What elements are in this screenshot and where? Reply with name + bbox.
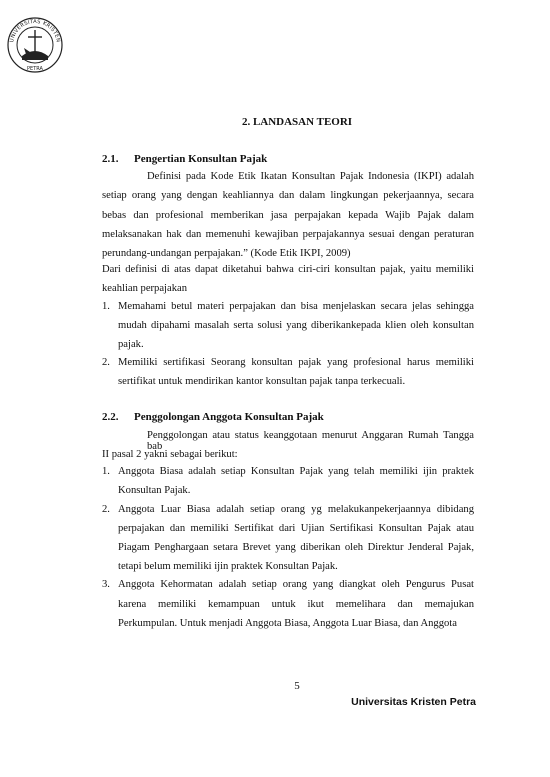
list-item-line: Anggota Luar Biasa adalah setiap orang yg melakukanpekerjaannya dibidang [118,504,474,515]
footer-institution: Universitas Kristen Petra [351,696,476,708]
list-item-line: Piagam Penghargaan setara Brevet yang diberikan oleh Direktur Jenderal Pajak, [118,542,474,553]
list-marker: 2. [102,357,110,368]
list-marker: 2. [102,504,110,515]
list-marker: 3. [102,579,110,590]
list-item-line: karena memiliki kemampuan untuk ikut memelihara dan memajukan [118,599,474,610]
body-line: Definisi pada Kode Etik Ikatan Konsultan Pajak Indonesia (IKPI) adalah [147,171,474,182]
body-line: keahlian perpajakan [102,283,187,294]
body-line: Penggolongan atau status keanggotaan menurut Anggaran Rumah Tangga bab [147,430,474,452]
list-item-line: Perkumpulan. Untuk menjadi Anggota Biasa, Anggota Luar Biasa, dan Anggota [118,618,457,629]
list-item-line: perpajakan dan memiliki Sertifikat dari Ujian Sertifikasi Konsultan Pajak atau [118,523,474,534]
body-line: melaksanakan hak dan memenuhi kewajiban perpajakannya sesuai dengan peraturan [102,229,474,240]
body-line: bebas dan profesional memberikan jasa perpajakan kepada Wajib Pajak dalam [102,210,474,221]
section-number: 2.1. [102,153,119,165]
university-seal-logo [6,16,64,74]
body-line: setiap orang yang dengan keahliannya dan dalam lingkungan pekerjaannya, secara [102,190,474,201]
list-marker: 1. [102,466,110,477]
list-item-line: sertifikat untuk mendirikan kantor konsultan pajak tanpa terkecuali. [118,376,406,387]
body-line: Dari definisi di atas dapat diketahui bahwa ciri-ciri konsultan pajak, yaitu memiliki [102,264,474,275]
body-line: perundang-undangan perpajakan.” (Kode Etik IKPI, 2009) [102,248,351,259]
body-line: II pasal 2 yakni sebagai berikut: [102,449,238,460]
page-number: 5 [294,680,300,692]
list-marker: 1. [102,301,110,312]
section-title: Penggolongan Anggota Konsultan Pajak [134,411,324,423]
section-heading [102,411,324,423]
list-item-line: Memiliki sertifikasi Seorang konsultan pajak yang profesional harus memiliki [118,357,474,368]
list-item-line: Konsultan Pajak. [118,485,191,496]
list-item-line: Memahami betul materi perpajakan dan bisa menjelaskan secara jelas sehingga [118,301,474,312]
list-item-line: mudah dipahami masalah serta solusi yang diberikankepada klien oleh konsultan [118,320,474,331]
section-heading [102,153,267,165]
svg-text:PETRA: PETRA [27,66,43,72]
list-item-line: Anggota Biasa adalah setiap Konsultan Pajak yang telah memiliki ijin praktek [118,466,474,477]
chapter-title: 2. LANDASAN TEORI [241,116,353,128]
svg-text:UNIVERSITAS KRISTEN: UNIVERSITAS KRISTEN [9,18,61,43]
section-title: Pengertian Konsultan Pajak [134,153,268,165]
list-item-line: tetapi belum memiliki ijin praktek Konsultan Pajak. [118,561,338,572]
section-number: 2.2. [102,411,119,423]
list-item-line: Anggota Kehormatan adalah setiap orang yang diangkat oleh Pengurus Pusat [118,579,474,590]
list-item-line: pajak. [118,339,144,350]
